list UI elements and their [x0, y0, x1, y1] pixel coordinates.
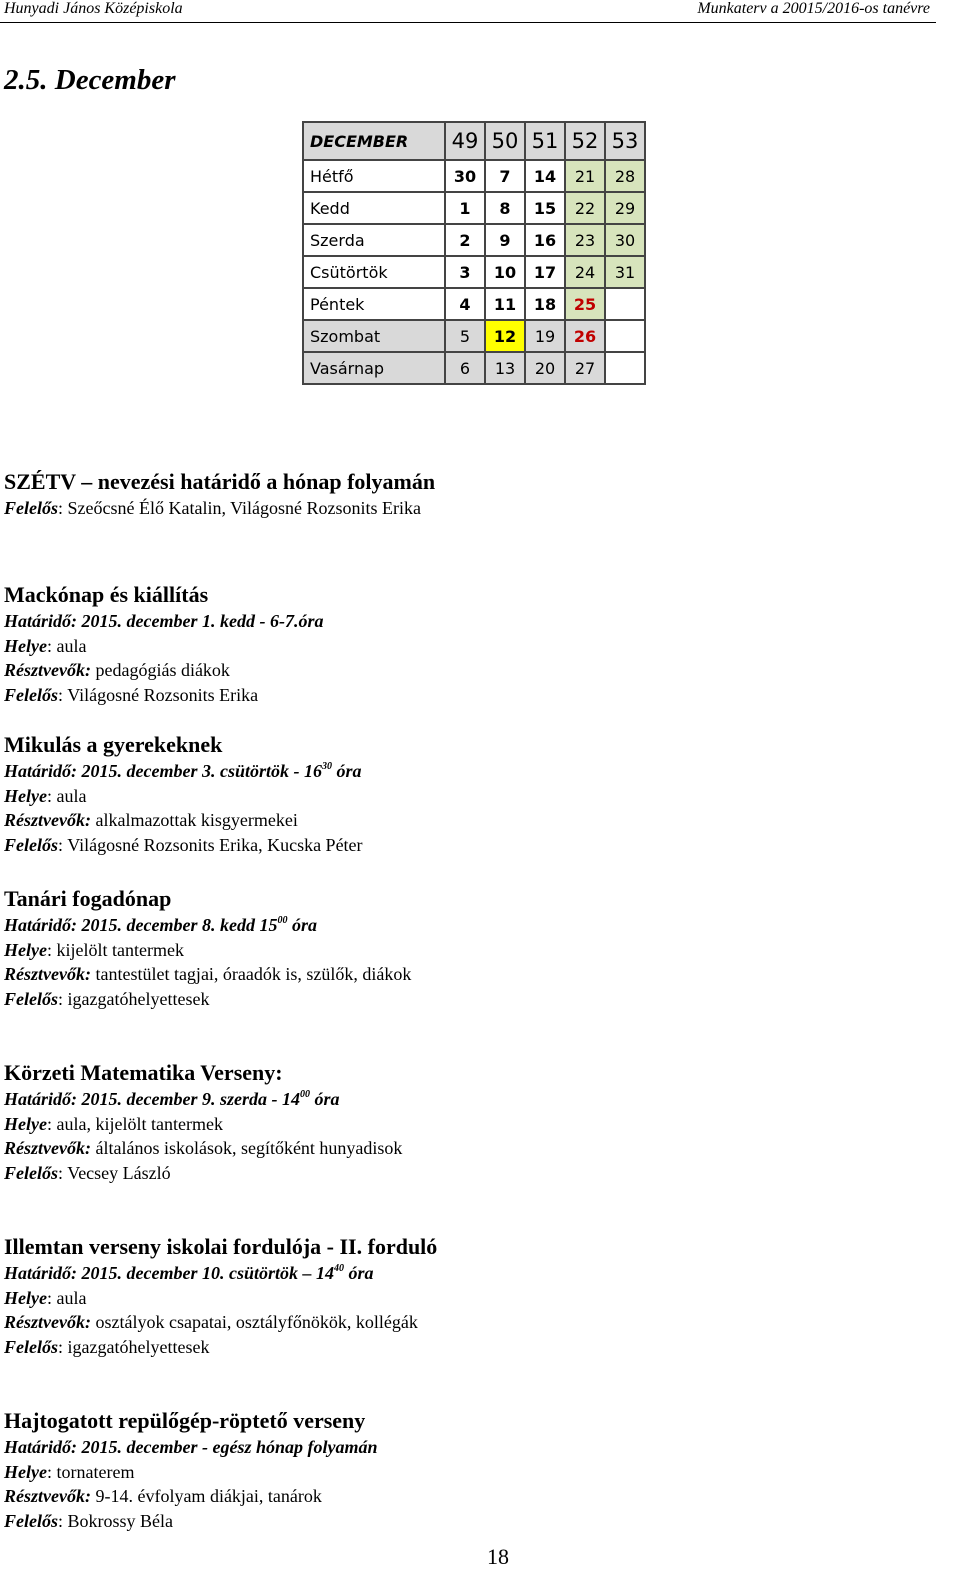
- calendar-day-holiday: 21: [565, 160, 605, 192]
- calendar-day: 14: [525, 160, 565, 192]
- header-divider: [0, 22, 936, 23]
- calendar-day: 9: [485, 224, 525, 256]
- event-mikulas: [4, 731, 363, 857]
- day-name: Kedd: [303, 192, 445, 224]
- event-illemtan-verseny: [4, 1233, 437, 1359]
- event-title: Körzeti Matematika Verseny:: [4, 1060, 283, 1085]
- week-number: 53: [605, 122, 645, 160]
- calendar-day-holiday: 28: [605, 160, 645, 192]
- event-korzeti-matematika: [4, 1059, 402, 1185]
- calendar-day-holiday-red: 26: [565, 320, 605, 352]
- event-title: SZÉTV – nevezési határidő a hónap folyamán: [4, 469, 436, 494]
- calendar-day: 17: [525, 256, 565, 288]
- day-name: Hétfő: [303, 160, 445, 192]
- day-name: Csütörtök: [303, 256, 445, 288]
- calendar-month-label: DECEMBER: [303, 122, 445, 160]
- calendar-day-holiday: 29: [605, 192, 645, 224]
- calendar-day-highlighted: 12: [485, 320, 525, 352]
- event-location: Helye: aula: [4, 635, 87, 656]
- calendar-day: 5: [445, 320, 485, 352]
- event-title: Illemtan verseny iskolai fordulója - II. forduló: [4, 1234, 438, 1259]
- event-title: Mikulás a gyerekeknek: [4, 732, 223, 757]
- calendar-day: 1: [445, 192, 485, 224]
- event-location: Helye: aula: [4, 1287, 87, 1308]
- calendar-day-empty: [605, 320, 645, 352]
- event-responsible: Felelős: Világosné Rozsonits Erika: [4, 684, 259, 705]
- event-responsible: Felelős: igazgatóhelyettesek: [4, 988, 210, 1009]
- day-name: Szombat: [303, 320, 445, 352]
- calendar-day: 4: [445, 288, 485, 320]
- calendar-day: 13: [485, 352, 525, 384]
- calendar-row-vasarnap: [303, 352, 645, 384]
- calendar-day: 10: [485, 256, 525, 288]
- week-number: 51: [525, 122, 565, 160]
- event-deadline: Határidő: 2015. december 9. szerda - $14^{00}$ óra: [4, 1089, 340, 1109]
- event-participants: Résztvevők: tantestület tagjai, óraadók is, szülők, diákok: [4, 964, 412, 984]
- calendar-day-holiday: 22: [565, 192, 605, 224]
- day-name: Vasárnap: [303, 352, 445, 384]
- event-participants: Résztvevők: alkalmazottak kisgyermekei: [4, 810, 298, 830]
- calendar-day-holiday: 30: [605, 224, 645, 256]
- event-responsible: Felelős: Bokrossy Béla: [4, 1510, 174, 1531]
- event-participants: Résztvevők: pedagógiás diákok: [4, 660, 230, 680]
- calendar-day: 16: [525, 224, 565, 256]
- event-deadline: Határidő: 2015. december - egész hónap folyamán: [4, 1437, 378, 1457]
- calendar-day: 20: [525, 352, 565, 384]
- week-number: 49: [445, 122, 485, 160]
- event-repulogep-verseny: [4, 1407, 377, 1533]
- event-location: Helye: tornaterem: [4, 1461, 135, 1482]
- calendar-day: 18: [525, 288, 565, 320]
- calendar-row-pentek: [303, 288, 645, 320]
- calendar-day-holiday: 31: [605, 256, 645, 288]
- december-calendar-table: [302, 121, 646, 385]
- calendar-day: 6: [445, 352, 485, 384]
- event-location: Helye: aula, kijelölt tantermek: [4, 1113, 223, 1134]
- event-title: Tanári fogadónap: [4, 886, 172, 911]
- event-szetv: [4, 468, 435, 521]
- event-responsible: Felelős: Vecsey László: [4, 1162, 171, 1183]
- day-name: Szerda: [303, 224, 445, 256]
- event-title: Mackónap és kiállítás: [4, 582, 209, 607]
- calendar-day: 11: [485, 288, 525, 320]
- event-location: Helye: kijelölt tantermek: [4, 939, 184, 960]
- calendar-day: 15: [525, 192, 565, 224]
- calendar-day: 19: [525, 320, 565, 352]
- event-participants: Résztvevők: általános iskolások, segítőként hunyadisok: [4, 1138, 403, 1158]
- event-tanari-fogadonap: [4, 885, 411, 1011]
- event-deadline: Határidő: 2015. december 1. kedd - 6-7.óra: [4, 611, 324, 631]
- section-title: 2.5. December: [4, 64, 176, 96]
- calendar-day: 2: [445, 224, 485, 256]
- calendar-row-kedd: [303, 192, 645, 224]
- calendar-row-hetfo: [303, 160, 645, 192]
- calendar-day: 7: [485, 160, 525, 192]
- event-mackonap: [4, 581, 323, 707]
- calendar-day-empty: [605, 352, 645, 384]
- calendar-row-szerda: [303, 224, 645, 256]
- event-deadline: Határidő: 2015. december 3. csütörtök - $16^{30}$ óra: [4, 761, 362, 781]
- calendar-day: 8: [485, 192, 525, 224]
- day-name: Péntek: [303, 288, 445, 320]
- calendar-header-row: [303, 122, 645, 160]
- calendar-row-csutortok: [303, 256, 645, 288]
- calendar-row-szombat: [303, 320, 645, 352]
- event-title: Hajtogatott repülőgép-röptető verseny: [4, 1408, 366, 1433]
- week-number: 52: [565, 122, 605, 160]
- calendar-day-holiday: 23: [565, 224, 605, 256]
- header-document-title: Munkaterv a 20015/2016-os tanévre: [697, 0, 930, 17]
- event-responsible: Felelős: Világosné Rozsonits Erika, Kucska Péter: [4, 834, 363, 855]
- calendar-day-holiday-red: 25: [565, 288, 605, 320]
- event-deadline: Határidő: 2015. december 10. csütörtök – $14^{40}$ óra: [4, 1263, 374, 1283]
- event-responsible: Felelős: Szeőcsné Élő Katalin, Világosné Rozsonits Erika: [4, 498, 422, 518]
- event-participants: Résztvevők: osztályok csapatai, osztályfőnökök, kollégák: [4, 1312, 418, 1332]
- calendar-day-holiday: 24: [565, 256, 605, 288]
- calendar-day: 3: [445, 256, 485, 288]
- calendar-day: 30: [445, 160, 485, 192]
- event-participants: Résztvevők: 9-14. évfolyam diákjai, tanárok: [4, 1486, 322, 1506]
- header-school-name: Hunyadi János Középiskola: [4, 0, 183, 17]
- event-deadline: Határidő: 2015. december 8. kedd $15^{00}$ óra: [4, 915, 317, 935]
- page-number: 18: [487, 1544, 509, 1569]
- calendar-day: 27: [565, 352, 605, 384]
- calendar-day-empty: [605, 288, 645, 320]
- week-number: 50: [485, 122, 525, 160]
- event-location: Helye: aula: [4, 785, 87, 806]
- event-responsible: Felelős: igazgatóhelyettesek: [4, 1336, 210, 1357]
